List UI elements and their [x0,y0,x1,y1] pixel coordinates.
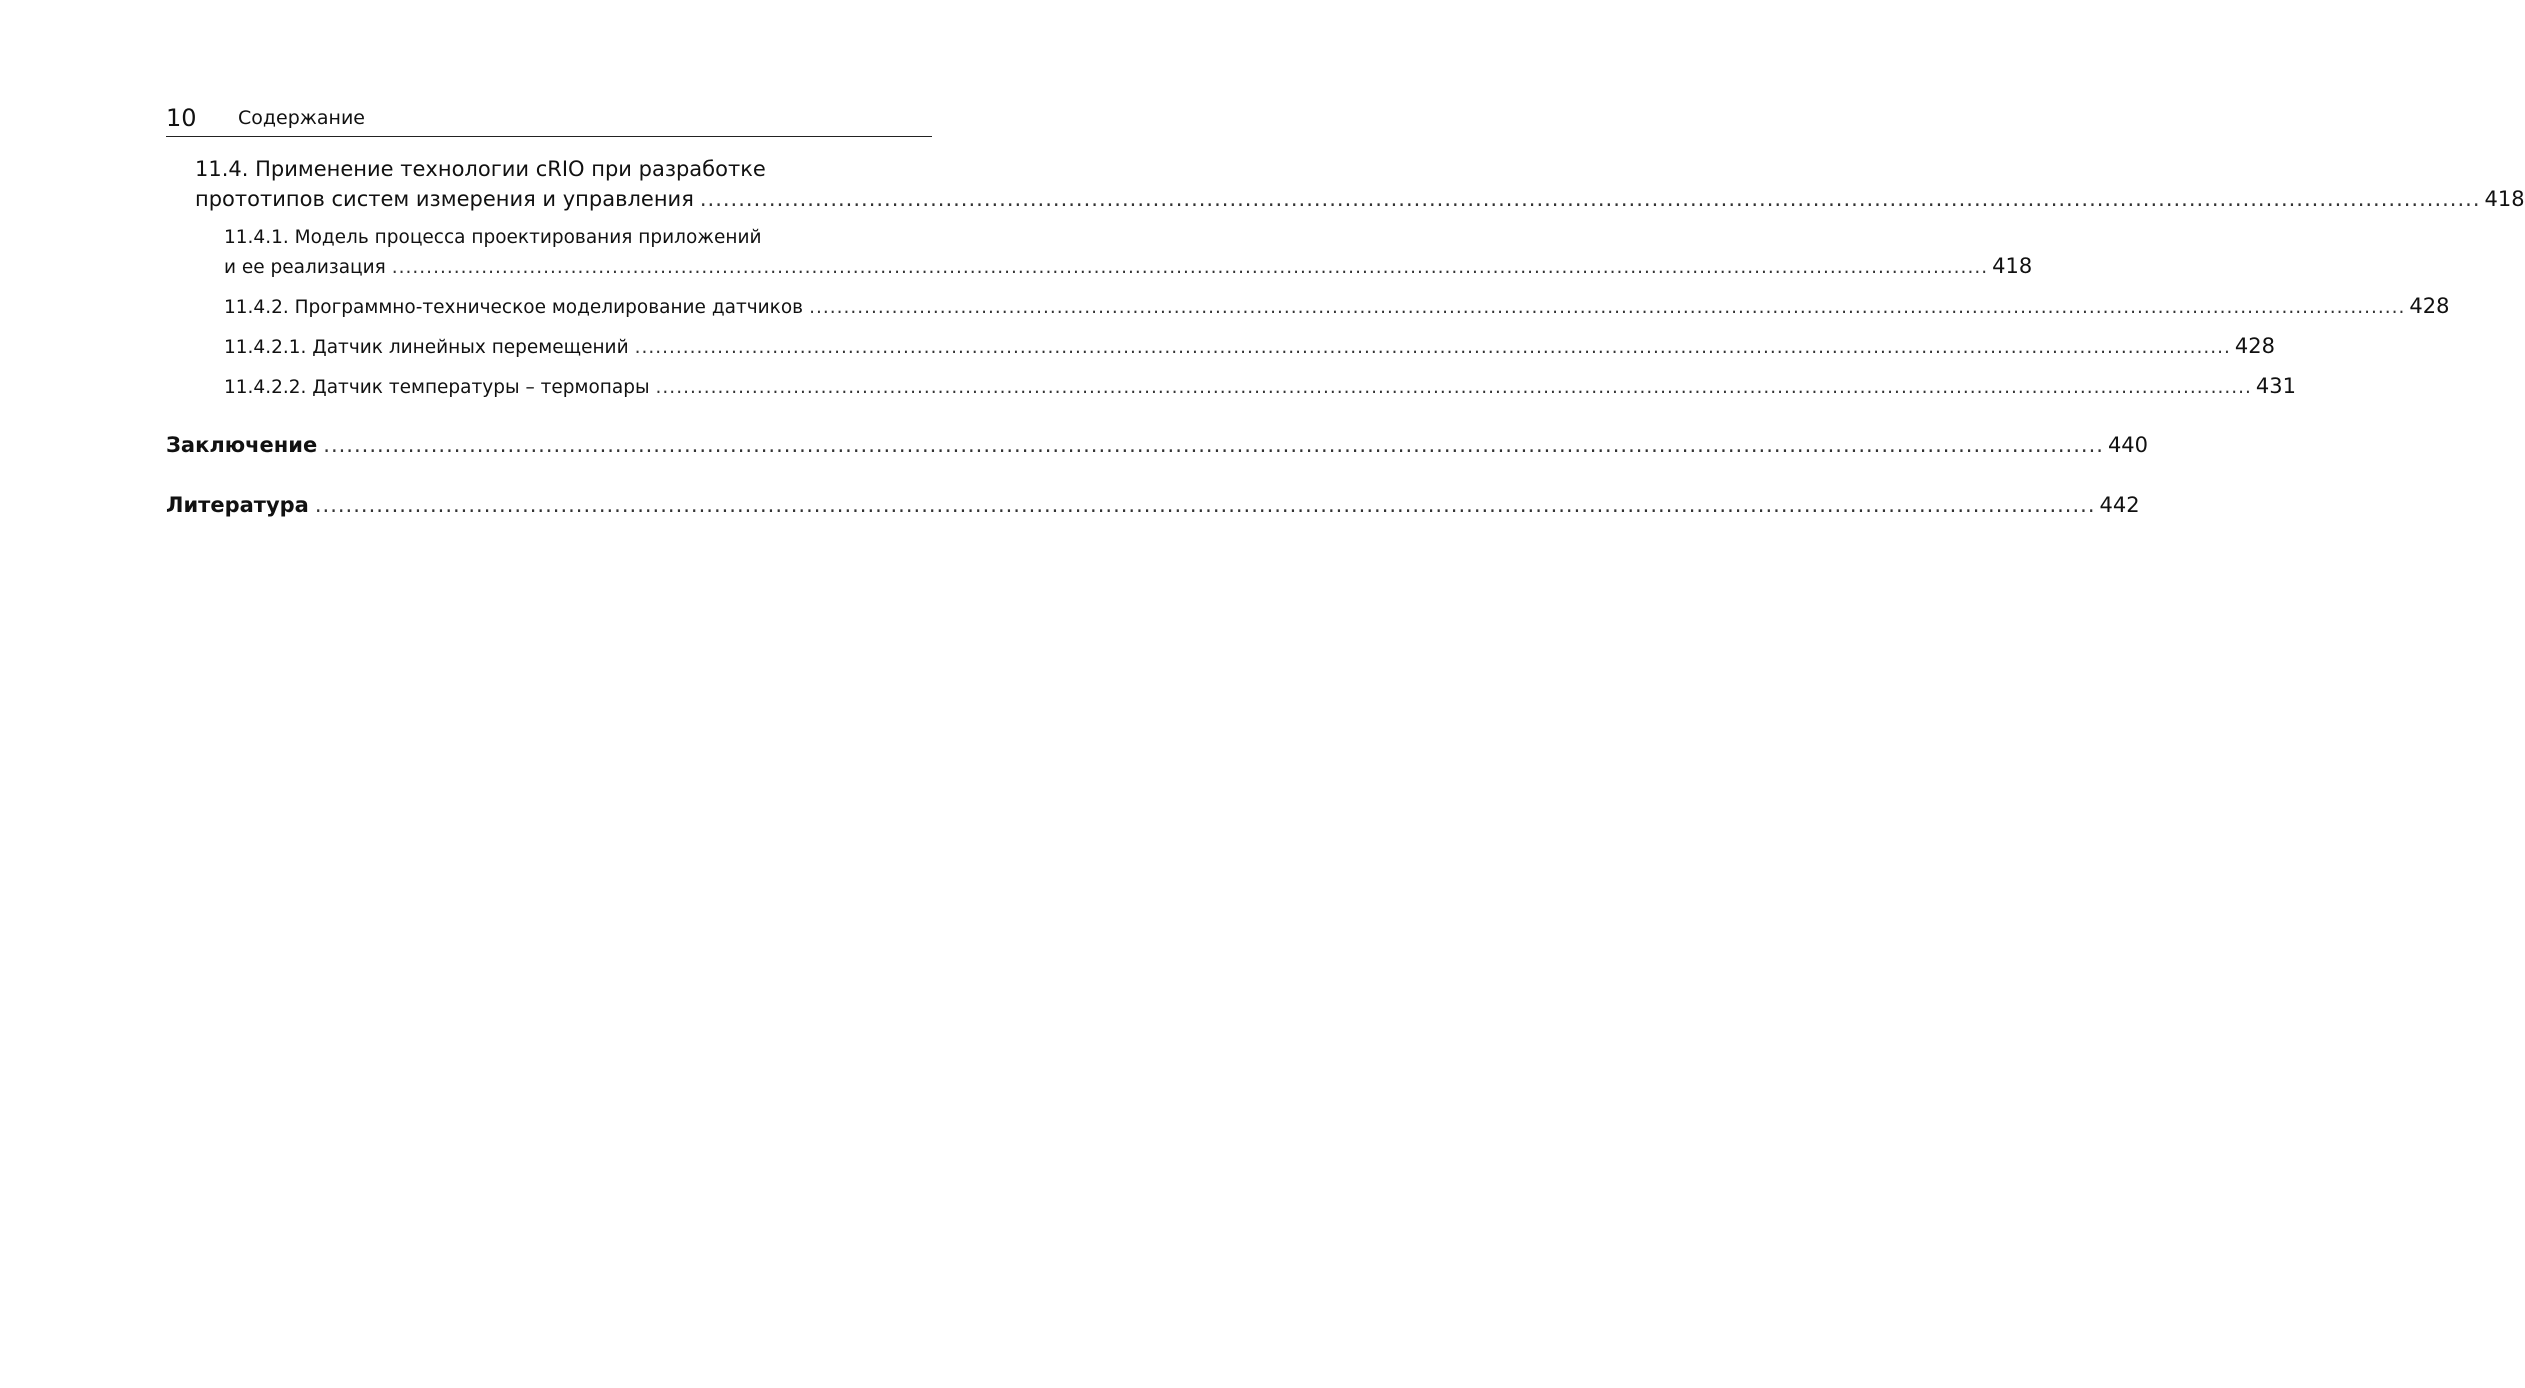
toc-entry-11-4-1[interactable] [166,223,2033,282]
dot-leader [315,490,2096,520]
toc-page-number: 428 [2409,294,2450,318]
dot-leader [635,333,2231,362]
toc-entry-title: 11.4.2.1. Датчик линейных перемещений [224,337,629,358]
toc-entry-title-line1: 11.4. Применение технологии cRIO при разработке [195,157,766,181]
dot-leader [392,253,1988,282]
toc-page-number: 442 [2099,493,2140,517]
toc-entry-11-4[interactable] [166,154,2525,214]
toc-entry-literature[interactable] [166,490,2140,520]
toc-entry-11-4-2-1[interactable] [166,332,2276,362]
running-head [166,100,932,137]
toc-entry-11-4-2-2[interactable] [166,372,2296,402]
page-number: 10 [166,104,197,132]
dot-leader [323,430,2104,460]
dot-leader [700,184,2481,214]
toc-page-number: 418 [2484,187,2525,211]
table-of-contents [166,154,2525,520]
toc-entry-title: 11.4.2.2. Датчик температуры – термопары [224,377,650,398]
dot-leader [656,373,2252,402]
dot-leader [809,293,2405,322]
toc-entry-title: Литература [166,493,309,517]
toc-entry-title-line2: и ее реализация [224,257,386,278]
toc-entry-11-4-2[interactable] [166,292,2450,322]
toc-entry-title-line1: 11.4.1. Модель процесса проектирования приложений [224,227,762,248]
toc-entry-conclusion[interactable] [166,430,2149,460]
toc-page-number: 428 [2234,334,2276,358]
toc-page-number: 431 [2255,374,2296,398]
toc-entry-title: 11.4.2. Программно-техническое моделирование датчиков [224,297,804,318]
toc-page-number: 418 [1992,254,2033,278]
running-title: Содержание [238,107,365,129]
toc-entry-title-line2: прототипов систем измерения и управления [195,187,694,211]
toc-entry-title: Заключение [166,433,318,457]
toc-page-number: 440 [2107,433,2149,457]
